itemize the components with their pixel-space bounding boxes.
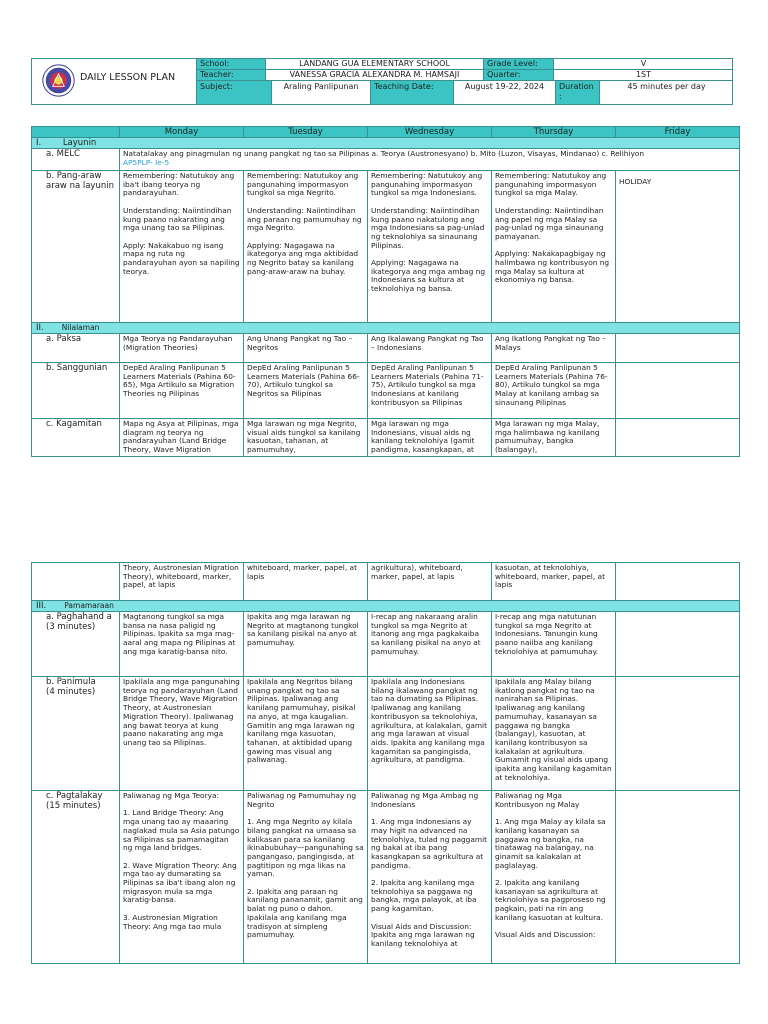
row-paghahanda: [32, 612, 740, 677]
paksa-monday: Mga Teorya ng Pandarayuhan (Migration Theories): [120, 334, 244, 363]
header-row-teacher: [196, 70, 733, 81]
section-title-pamamaraan: Pamamaraan: [64, 601, 114, 610]
pagtalakay-monday: Paliwanag ng Mga Teorya: 1. Land Bridge Theory: Ang mga unang tao ay maaaring naglakad mula sa Asia patungo sa Pilipinas sa pamamagitan ng mga land bridges. 2. Wave Migration Theory: Ang mga tao ay dumarating sa Pilipinas sa iba't ibang alon ng migrasyon mula sa mga karatig-bansa. 3. Austronesian Migration Theory: Ang mga tao mula: [120, 791, 244, 964]
row-panimula: [32, 677, 740, 791]
row-pagtalakay: [32, 791, 740, 964]
kagamitan-tuesday: Mga larawan ng mga Negrito, visual aids tungkol sa kanilang kasuotan, tahanan, at pamumuhay,: [244, 419, 368, 457]
row-kagamitan: [32, 419, 740, 457]
row-label-pagtalakay: c. Pagtalakay (15 minutes): [32, 791, 120, 964]
row-label-sanggunian: b. Sanggunian: [32, 363, 120, 419]
panimula-friday: [616, 677, 740, 791]
pang-araw-wednesday: Remembering: Natutukoy ang pangunahing impormasyon tungkol sa mga Indonesians. Understanding: Naiintindihan kung paano nakatulong ang mga Indonesians sa pag-unlad ng teknolohiya sa sinaunang Pilipinas. Applying: Nagagawa na ikategorya ang mga ambag ng Indonesians sa kultura at teknolohiya ng bansa.: [368, 171, 492, 323]
day-wednesday: Wednesday: [368, 127, 492, 138]
corner-cell: [32, 127, 120, 138]
pang-araw-monday: Remembering: Natutukoy ang iba't ibang teorya ng pandarayuhan. Understanding: Naiintindihan kung paano nakarating ang mga unang tao sa Pilipinas. Apply: Nakakabuo ng isang mapa ng ruta ng pandarayuhan ayon sa napiling teorya.: [120, 171, 244, 323]
section-pamamaraan: [32, 601, 740, 612]
sanggunian-tuesday: DepEd Araling Panlipunan 5 Learners Materials (Pahina 66-70), Artikulo tungkol sa Negritos sa Pilipinas: [244, 363, 368, 419]
kagamitan-cont-wednesday: agrikultura), whiteboard, marker, papel, at lapis: [368, 563, 492, 601]
section-heading-nilalaman: [32, 323, 740, 334]
teaching-date-label: Teaching Date:: [370, 81, 453, 104]
melc-code: AP5PLP- Ie-5: [123, 157, 170, 167]
pagtalakay-wednesday: Paliwanag ng Mga Ambag ng Indonesians 1. Ang mga Indonesians ay may higit na advanced na teknolohiya, tulad ng paggamit ng bakal at iba pang kasangkapan sa agrikultura at pandigma. 2. Ipakita ang kanilang mga teknolohiya sa paggawa ng bangka, mga palayok, at iba pang kagamitan. Visual Aids and Discussion: Ipakita ang mga larawan ng kanilang teknolohiya at: [368, 791, 492, 964]
paghahanda-wednesday: I-recap ang nakaraang aralin tungkol sa mga Negrito at itanong ang mga pagkakaiba sa kanilang pisikal na anyo at pamumuhay.: [368, 612, 492, 677]
header-row-subject: [196, 81, 733, 104]
section-heading-layunin: I. Layunin: [32, 138, 740, 149]
sanggunian-monday: DepEd Araling Panlipunan 5 Learners Materials (Pahina 60-65), Mga Artikulo sa Migration Theories ng Pilipinas: [120, 363, 244, 419]
row-label-paksa: a. Paksa: [32, 334, 120, 363]
paghahanda-monday: Magtanong tungkol sa mga bansa na nasa paligid ng Pilipinas. Ipakita sa mga mag-aaral ang mapa ng Pilipinas at ang mga karatig-bansa nito.: [120, 612, 244, 677]
paksa-thursday: Ang Ikatlong Pangkat ng Tao – Malays: [492, 334, 616, 363]
row-label-kagamitan: c. Kagamitan: [32, 419, 120, 457]
section-heading-pamamaraan: [32, 601, 740, 612]
lesson-table-page-1: [31, 126, 740, 457]
days-header-row: [32, 127, 740, 138]
deped-seal-icon: [42, 64, 75, 97]
row-kagamitan-continued: [32, 563, 740, 601]
header-row-school: [196, 59, 733, 70]
row-label-panimula: b. Panimula (4 minutes): [32, 677, 120, 791]
pang-araw-tuesday: Remembering: Natutukoy ang pangunahing impormasyon tungkol sa mga Negrito. Understanding: Naiintindihan ang paraan ng pamumuhay ng mga Negrito. Applying: Nagagawa na ikategorya ang mga aktibidad ng Negrito batay sa kanilang pang-araw-araw na buhay.: [244, 171, 368, 323]
school-value: LANDANG GUA ELEMENTARY SCHOOL: [265, 59, 483, 69]
school-label: School:: [196, 59, 265, 69]
section-nilalaman: [32, 323, 740, 334]
melc-text: Natatalakay ang pinagmulan ng unang pangkat ng tao sa Pilipinas a. Teorya (Austronesyano) b. Mito (Luzon, Visayas, Mindanao) c. Relihiyon: [123, 149, 645, 158]
melc-cell: [120, 149, 740, 171]
panimula-thursday: Ipakilala ang Malay bilang ikatlong pangkat ng tao na nanirahan sa Pilipinas. Ipaliwanag ang kanilang pamumuhay, kasanayan sa paggawa ng bangka (balangay), kasuotan, at kanilang kontribusyon sa kalakalan at agrikultura. Gumamit ng visual aids upang ipakita ang kanilang kagamitan at teknolohiya.: [492, 677, 616, 791]
paghahanda-friday: [616, 612, 740, 677]
sanggunian-wednesday: DepEd Araling Panlipunan 5 Learners Materials (Pahina 71-75), Artikulo tungkol sa mga Indonesians at kanilang kontribusyon sa Pilipinas: [368, 363, 492, 419]
teaching-date-value: August 19-22, 2024: [453, 81, 555, 104]
day-thursday: Thursday: [492, 127, 616, 138]
section-layunin: [32, 138, 740, 149]
kagamitan-cont-monday: Theory, Austronesian Migration Theory), whiteboard, marker, papel, at lapis: [120, 563, 244, 601]
subject-value: Araling Panlipunan: [271, 81, 370, 104]
row-paksa: [32, 334, 740, 363]
paghahanda-tuesday: Ipakita ang mga larawan ng Negrito at magtanong tungkol sa kanilang pisikal na anyo at pamumuhay.: [244, 612, 368, 677]
kagamitan-wednesday: Mga larawan ng mga Indonesians, visual aids ng kanilang teknolohiya (gamit pandigma, kasangkapan, at: [368, 419, 492, 457]
grade-label: Grade Level:: [483, 59, 553, 69]
panimula-wednesday: Ipakilala ang Indonesians bilang ikalawang pangkat ng tao na dumating sa Pilipinas. Ipaliwanag ang kanilang kontribusyon sa teknolohiya, agrikultura, at kalakalan, gamit ang mga larawan at visual aids. Ipakita ang kanilang mga kagamitan sa pangingisda, agrikultura, at pandigma.: [368, 677, 492, 791]
teacher-value: VANESSA GRACIA ALEXANDRA M. HAMSAJI: [265, 70, 483, 80]
lesson-table-page-2: [31, 562, 740, 964]
day-monday: Monday: [120, 127, 244, 138]
row-label-kagamitan-continued: [32, 563, 120, 601]
kagamitan-cont-thursday: kasuotan, at teknolohiya, whiteboard, marker, papel, at lapis: [492, 563, 616, 601]
row-sanggunian: [32, 363, 740, 419]
sanggunian-friday: [616, 363, 740, 419]
pagtalakay-thursday: Paliwanag ng Mga Kontribusyon ng Malay 1. Ang mga Malay ay kilala sa kanilang kasanayan sa paggawa ng bangka, na tinatawag na balangay, na ginamit sa kalakalan at paglalayag. 2. Ipakita ang kanilang kasanayan sa agrikultura at teknolohiya sa pagproseso ng pagkain, pati na rin ang kanilang kasuotan at kultura. Visual Aids and Discussion:: [492, 791, 616, 964]
kagamitan-monday: Mapa ng Asya at Pilipinas, mga diagram ng teorya ng pandarayuhan (Land Bridge Theory, Wave Migration: [120, 419, 244, 457]
quarter-value: 1ST: [553, 70, 733, 80]
day-friday: Friday: [616, 127, 740, 138]
kagamitan-cont-tuesday: whiteboard, marker, papel, at lapis: [244, 563, 368, 601]
panimula-monday: Ipakilala ang mga pangunahing teorya ng pandarayuhan (Land Bridge Theory, Wave Migration Theory, at Austronesian Migration Theory). Ipaliwanag ang bawat teorya at kung paano nakarating ang mga unang tao sa Pilipinas.: [120, 677, 244, 791]
pagtalakay-friday: [616, 791, 740, 964]
pang-araw-friday: HOLIDAY: [616, 171, 740, 323]
kagamitan-friday: [616, 419, 740, 457]
paghahanda-thursday: I-recap ang mga natutunan tungkol sa mga Negrito at Indonesians. Tanungin kung paano naiiba ang kanilang teknolohiya at pamumuhay.: [492, 612, 616, 677]
header-info-grid: [196, 59, 733, 104]
grade-value: V: [553, 59, 733, 69]
duration-value: 45 minutes per day: [599, 81, 733, 104]
kagamitan-cont-friday: [616, 563, 740, 601]
kagamitan-thursday: Mga larawan ng mga Malay, mga halimbawa ng kanilang pamumuhay, bangka (balangay),: [492, 419, 616, 457]
pagtalakay-tuesday: Paliwanag ng Pamumuhay ng Negrito 1. Ang mga Negrito ay kilala bilang pangkat na umaasa sa kalikasan para sa kanilang ikinabubuhay—pangunahing sa pangangaso, pangingisda, at pagtitipon ng mga likas na yaman. 2. Ipakita ang paraan ng kanilang pananamit, gamit ang balat ng puno o dahon. Ipakilala ang kanilang mga tradisyon at simpleng pamumuhay.: [244, 791, 368, 964]
row-label-pang-araw: b. Pang-araw araw na layunin: [32, 171, 120, 323]
quarter-label: Quarter:: [483, 70, 553, 80]
teacher-label: Teacher:: [196, 70, 265, 80]
section-number-nilalaman: II.: [36, 323, 44, 333]
paksa-friday: [616, 334, 740, 363]
row-melc: [32, 149, 740, 171]
lesson-plan-header: [31, 58, 733, 105]
document-title: DAILY LESSON PLAN: [80, 72, 176, 83]
row-label-melc: a. MELC: [32, 149, 120, 171]
duration-label: Duration :: [555, 81, 599, 104]
panimula-tuesday: Ipakilala ang Negritos bilang unang pangkat ng tao sa Pilipinas. Ipaliwanag ang kanilang pamumuhay, pisikal na anyo, at mga kaugalian. Gamitin ang mga larawan ng kanilang mga kasuotan, tahanan, at aktibidad upang gawing mas visual ang paliwanag.: [244, 677, 368, 791]
section-number-pamamaraan: III.: [36, 601, 47, 611]
pang-araw-thursday: Remembering: Natutukoy ang pangunahing impormasyon tungkol sa mga Malay. Understanding: Naiintindihan ang papel ng mga Malay sa pag-unlad ng mga sinaunang pamayanan. Applying: Nakakapagbigay ng halimbawa ng kontribusyon ng mga Malay sa kultura at ekonomiya ng bansa.: [492, 171, 616, 323]
section-title-nilalaman: Nilalaman: [61, 323, 100, 332]
paksa-wednesday: Ang Ikalawang Pangkat ng Tao – Indonesians: [368, 334, 492, 363]
paksa-tuesday: Ang Unang Pangkat ng Tao – Negritos: [244, 334, 368, 363]
day-tuesday: Tuesday: [244, 127, 368, 138]
row-label-paghahanda: a. Paghahand a (3 minutes): [32, 612, 120, 677]
sanggunian-thursday: DepEd Araling Panlipunan 5 Learners Materials (Pahina 76-80), Artikulo tungkol sa mga Malay at kanilang ambag sa sinaunang Pilipinas: [492, 363, 616, 419]
row-pang-araw: [32, 171, 740, 323]
subject-label: Subject:: [196, 81, 271, 104]
